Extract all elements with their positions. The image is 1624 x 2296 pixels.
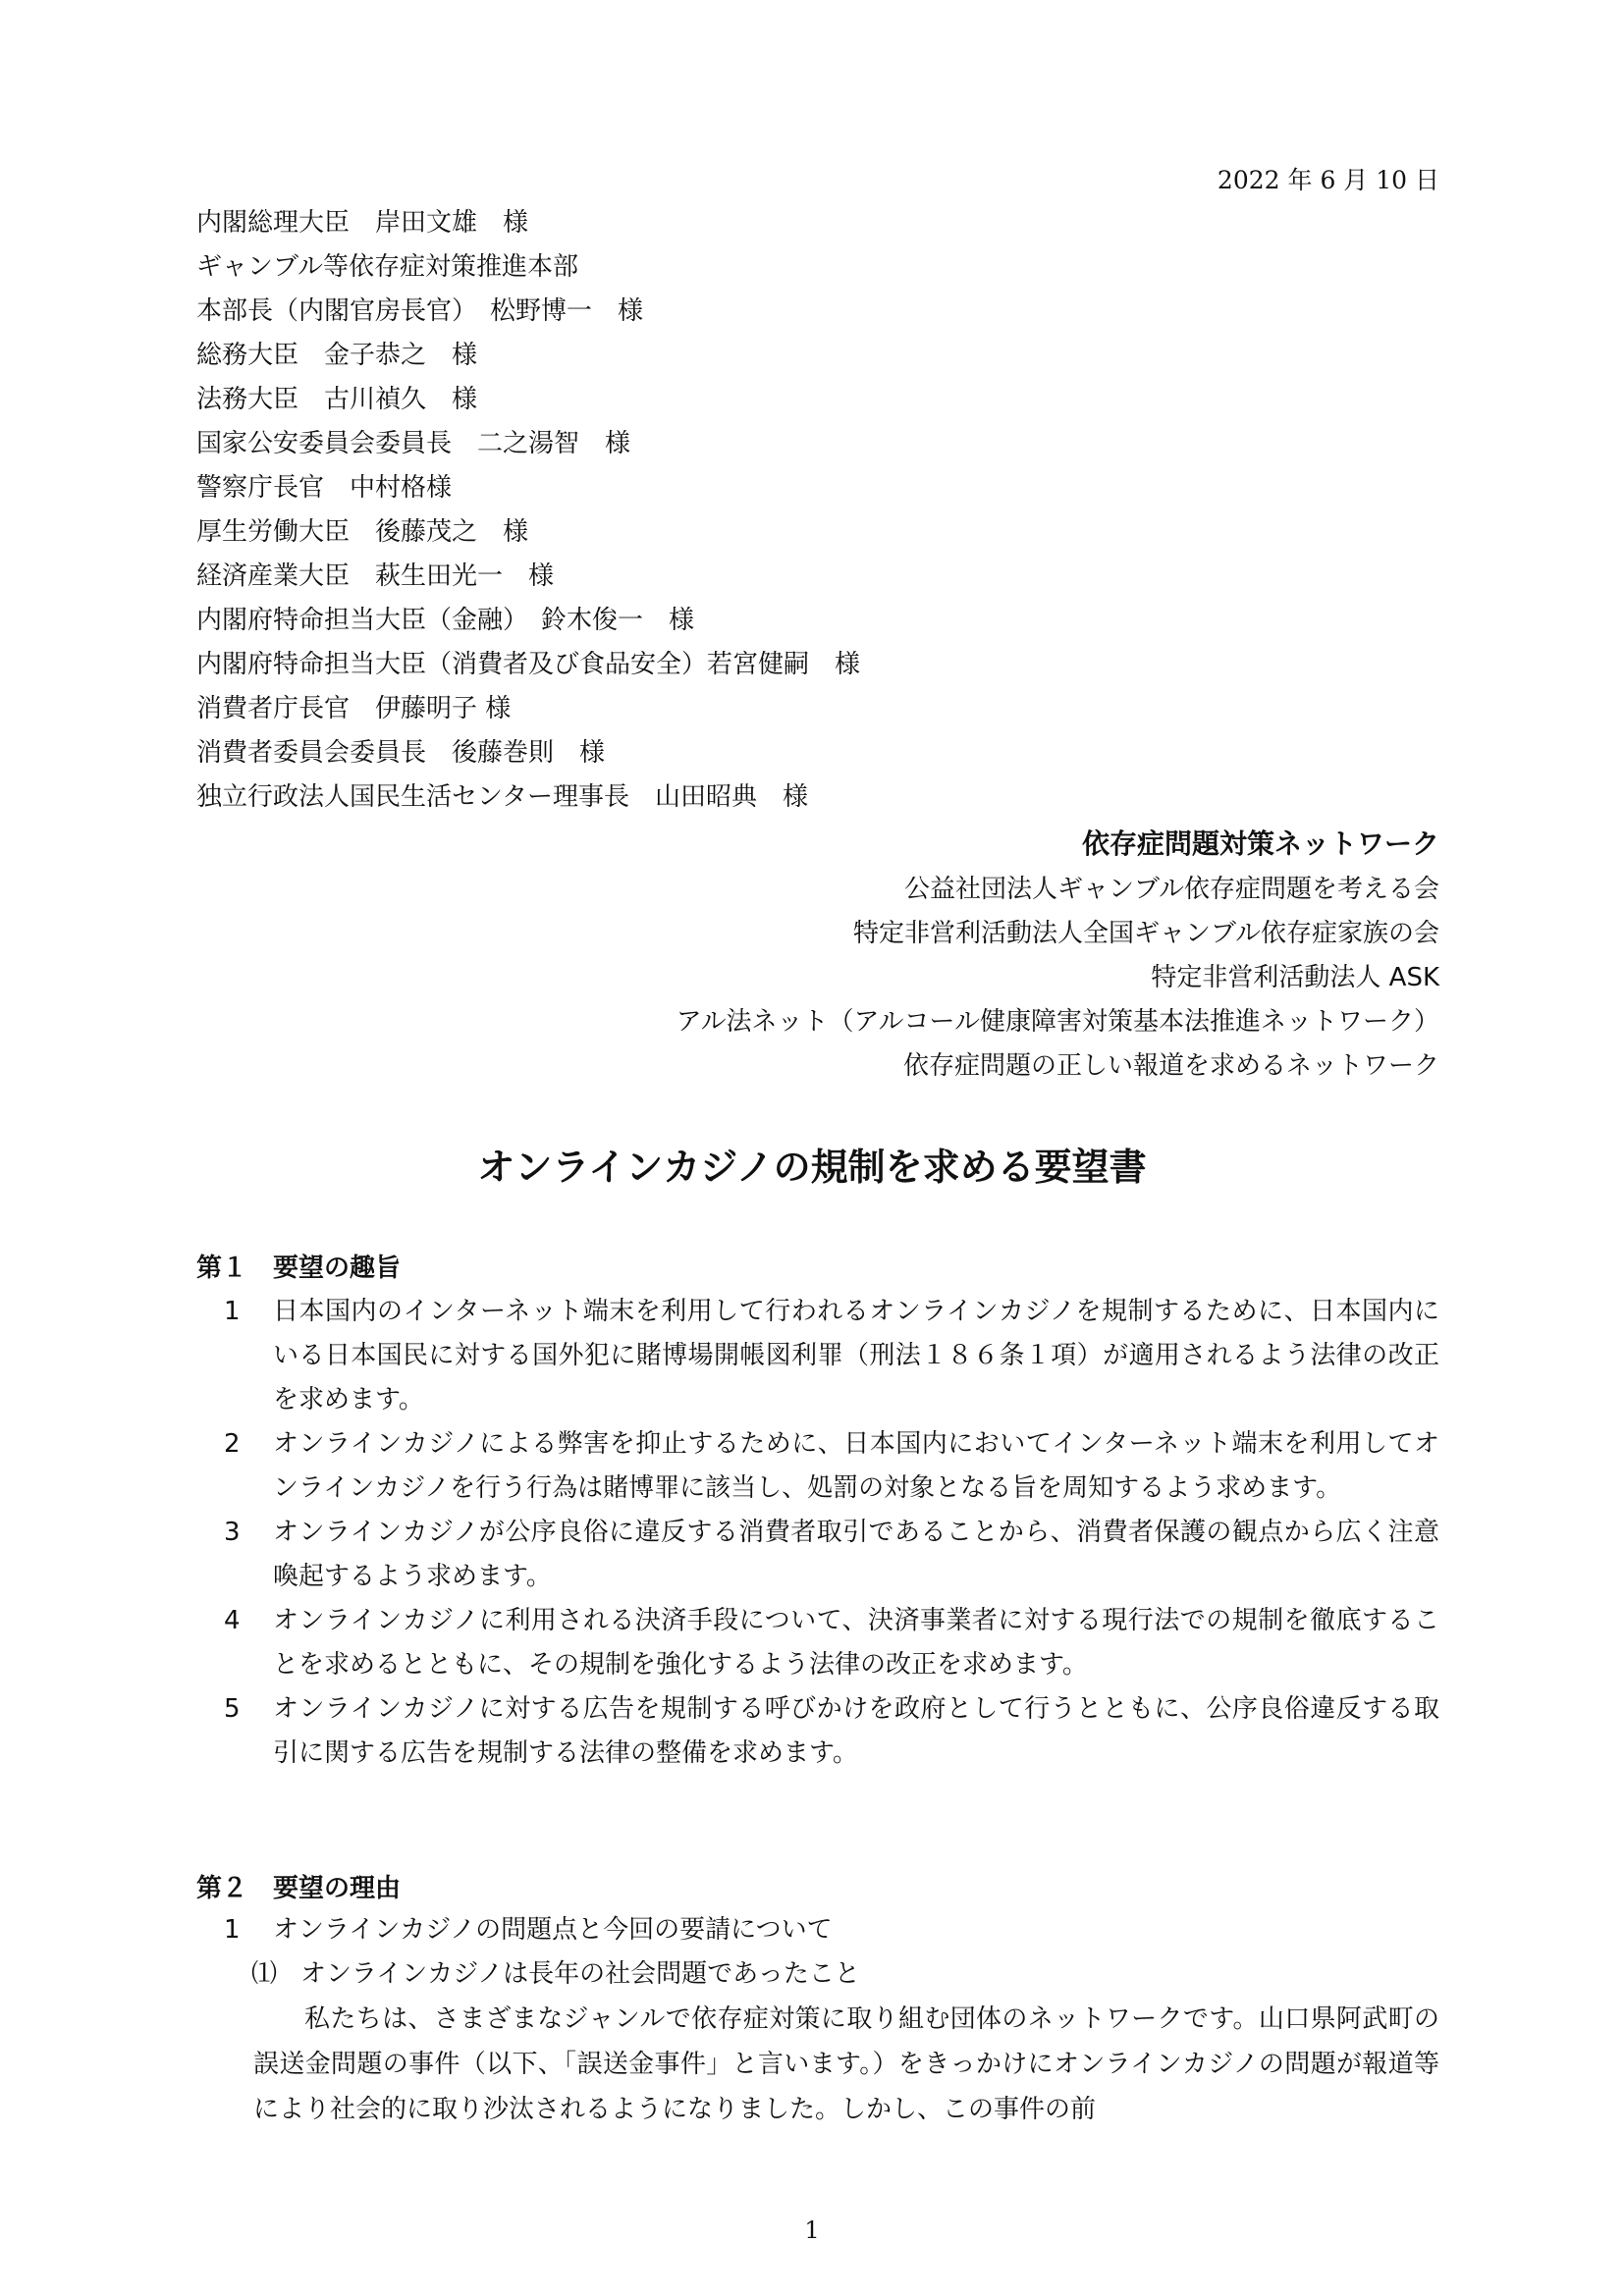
addressee-line: 国家公安委員会委員長 二之湯智 様 [196, 429, 631, 458]
item-text: オンラインカジノに対する広告を規制する呼びかけを政府として行うとともに、公序良俗違反する取引に関する広告を規制する法律の整備を求めます。 [273, 1694, 1439, 1768]
addressee-line: 警察庁長官 中村格様 [196, 473, 453, 503]
sender-org: アル法ネット（アルコール健康障害対策基本法推進ネットワーク） [676, 1007, 1439, 1037]
request-item [196, 1290, 1439, 1422]
reason-subsections [196, 1908, 1439, 1997]
item-text: オンラインカジノに利用される決済手段について、決済事業者に対する現行法での規制を徹底することを求めるとともに、その規制を強化するよう法律の改正を求めます。 [273, 1606, 1439, 1680]
request-item [196, 1599, 1439, 1687]
section-heading-1: 第１ 要望の趣旨 [196, 1254, 402, 1283]
item-text: オンラインカジノによる弊害を抑止するために、日本国内においてインターネット端末を利用してオンラインカジノを行う行為は賭博罪に該当し、処罰の対象となる旨を周知するよう求めます。 [273, 1429, 1439, 1503]
document-title: オンラインカジノの規制を求める要望書 [477, 1146, 1147, 1189]
addressee-line: 経済産業大臣 萩生田光一 様 [196, 561, 555, 591]
sender-block [677, 821, 1439, 1089]
subsection-heading [196, 1908, 1439, 1952]
sub-subsection-heading [196, 1952, 1439, 1997]
request-item [196, 1687, 1439, 1776]
item-text: オンラインカジノが公序良俗に違反する消費者取引であることから、消費者保護の観点から広く注意喚起するよう求めます。 [273, 1518, 1439, 1591]
document-date: 2022 年 6 月 10 日 [1217, 166, 1439, 194]
item-number: 1 [224, 1297, 241, 1326]
addressee-line: ギャンブル等依存症対策推進本部 [196, 252, 578, 282]
sender-org: 依存症問題の正しい報道を求めるネットワーク [902, 1051, 1439, 1081]
sender-org: 特定非営利活動法人全国ギャンブル依存症家族の会 [853, 919, 1439, 948]
request-list [196, 1290, 1439, 1776]
request-item [196, 1511, 1439, 1599]
page-number: 1 [804, 2216, 820, 2244]
addressee-line: 厚生労働大臣 後藤茂之 様 [196, 517, 529, 547]
addressee-line: 内閣府特命担当大臣（金融） 鈴木俊一 様 [196, 606, 695, 635]
body-paragraph: 私たちは、さまざまなジャンルで依存症対策に取り組む団体のネットワークです。山口県阿武町の誤送金問題の事件（以下、「誤送金事件」と言います。）をきっかけにオンラインカジノの問題が報道等により社会的に取り沙汰されるようになりました。しかし、この事件の前 [253, 2004, 1439, 2124]
request-item [196, 1422, 1439, 1511]
item-number: 4 [224, 1606, 241, 1635]
addressee-line: 消費者庁長官 伊藤明子 様 [196, 694, 512, 723]
sub-subsection-text: オンラインカジノは長年の社会問題であったこと [300, 1959, 860, 1989]
addressee-list [196, 201, 1375, 820]
item-number: 2 [224, 1429, 241, 1459]
item-number: 3 [224, 1518, 241, 1547]
subsection-text: オンラインカジノの問題点と今回の要請について [273, 1915, 833, 1945]
addressee-line: 総務大臣 金子恭之 様 [196, 341, 478, 370]
addressee-line: 内閣府特命担当大臣（消費者及び食品安全）若宮健嗣 様 [196, 650, 861, 679]
addressee-line: 消費者委員会委員長 後藤巻則 様 [196, 738, 606, 768]
sub-subsection-number: ⑴ [251, 1959, 278, 1989]
addressee-line: 法務大臣 古川禎久 様 [196, 385, 478, 414]
sender-name: 依存症問題対策ネットワーク [1081, 828, 1439, 860]
sender-org: 特定非営利活動法人 ASK [1151, 963, 1439, 992]
addressee-line: 内閣総理大臣 岸田文雄 様 [196, 208, 529, 238]
addressee-line: 独立行政法人国民生活センター理事長 山田昭典 様 [196, 782, 808, 812]
subsection-number: 1 [224, 1915, 241, 1945]
sender-org: 公益社団法人ギャンブル依存症問題を考える会 [904, 875, 1439, 904]
item-number: 5 [224, 1694, 241, 1724]
section-heading-2: 第２ 要望の理由 [196, 1874, 402, 1903]
addressee-line: 本部長（内閣官房長官） 松野博一 様 [196, 296, 644, 326]
item-text: 日本国内のインターネット端末を利用して行われるオンラインカジノを規制するために、日本国内にいる日本国民に対する国外犯に賭博場開帳図利罪（刑法１８６条１項）が適用されるよう法律の改正を求めます。 [273, 1297, 1439, 1415]
